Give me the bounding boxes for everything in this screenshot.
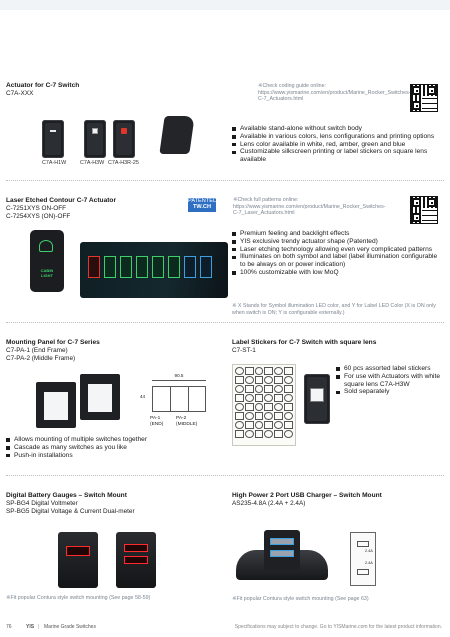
divider bbox=[6, 180, 444, 181]
page-number: 76 bbox=[6, 624, 12, 630]
footer-separator: | bbox=[38, 624, 40, 630]
section-label-stickers bbox=[232, 339, 444, 355]
green-actuator-icon bbox=[168, 256, 180, 278]
dimension-width: 90.5 bbox=[174, 373, 184, 378]
actuator-photo-square-lens bbox=[84, 120, 106, 158]
patterns-note: ※Check full patterns online: https://www.yismarine.com/en/product/Marine_Rocker_Switches-C-7_Laser_Actuators.html bbox=[233, 197, 386, 217]
list-item: Available stand-alone without switch body bbox=[232, 125, 438, 133]
actuator-photo-white bbox=[42, 120, 64, 158]
current-display-icon bbox=[124, 556, 148, 564]
blue-actuator-icon bbox=[200, 256, 212, 278]
caption-h1w: C7A-H1W bbox=[42, 160, 67, 166]
usb-port-icon bbox=[270, 538, 294, 545]
green-actuator-icon bbox=[152, 256, 164, 278]
horn-icon bbox=[310, 388, 324, 402]
middle-frame-icon bbox=[80, 374, 120, 420]
model-line-1: SP-BG4 Digital Voltmeter bbox=[6, 500, 78, 507]
list-item: For use with Actuators with white square lens C7A-H3W bbox=[336, 373, 444, 389]
divider bbox=[6, 322, 444, 323]
gauge-fit-note: ※Fit popular Contura style switch mounting (See page 58-59) bbox=[6, 595, 151, 601]
actuator-photo-red-lens bbox=[113, 120, 135, 158]
model-line-1: C7-PA-1 (End Frame) bbox=[6, 347, 68, 354]
top-band bbox=[0, 0, 450, 10]
caption-h3w: C7A-H3W bbox=[80, 160, 105, 166]
usb-port-icon bbox=[270, 550, 294, 557]
section-title: Label Stickers for C-7 Switch with square lens bbox=[232, 339, 377, 346]
green-actuator-icon bbox=[104, 256, 116, 278]
divider bbox=[6, 475, 444, 476]
square-lens-icon bbox=[92, 128, 98, 134]
model-line-1: C-7251XYS ON-OFF bbox=[6, 205, 67, 212]
laser-actuator-photo bbox=[30, 230, 64, 292]
green-actuator-icon bbox=[120, 256, 132, 278]
pa1-text: PA-1 bbox=[150, 416, 161, 421]
list-item: Customizable silkscreen printing or label stickers on square lens available bbox=[232, 148, 438, 164]
usb-charger-photo bbox=[236, 524, 328, 590]
bolt-icon bbox=[121, 128, 127, 134]
sticker-feature-list bbox=[336, 365, 444, 396]
dual-meter-photo bbox=[116, 532, 156, 588]
panel-feature-list bbox=[6, 436, 216, 459]
list-item: Sold separately bbox=[336, 388, 444, 396]
footer-section: Marine Grade Switches bbox=[44, 624, 96, 630]
port-b-label: 2.4A bbox=[365, 561, 373, 565]
lens-white-icon bbox=[50, 130, 56, 132]
sticker-sheet bbox=[232, 364, 296, 446]
color-footnote: ※ X Stands for Symbol illumination LED color, and Y for Label LED Color (X is ON only when switch is ON; Y is configurable externally.) bbox=[232, 303, 436, 316]
section-title: Actuator for C-7 Switch bbox=[6, 82, 80, 89]
list-item: Lens color available in white, red, amber, green and blue bbox=[232, 141, 438, 149]
section-subtitle: AS235-4.8A (2.4A + 2.4A) bbox=[232, 500, 306, 507]
end-frame-icon bbox=[36, 382, 76, 428]
actuator-photo-side bbox=[159, 116, 194, 154]
icon-label-2: LIGHT bbox=[41, 273, 53, 278]
usb-fit-note: ※Fit popular Contura style switch mounting (See page 63) bbox=[232, 596, 369, 602]
coding-guide-note: ※Check coding guide online: https://www.yismarine.com/en/product/Marine_Rocker_Switches-C-7_Actuators.html bbox=[258, 83, 411, 103]
list-item: Cascade as many switches as you like bbox=[6, 444, 216, 452]
dimension-height: 44 bbox=[140, 394, 146, 399]
label-pa1 bbox=[150, 416, 163, 428]
badge-top-text: PATENTED bbox=[188, 198, 218, 204]
list-item: Illuminates on both symbol and label (label illumination configurable to be always on or power indication) bbox=[232, 253, 438, 269]
section-title: Mounting Panel for C-7 Series bbox=[6, 339, 100, 346]
footer-brand: YIS bbox=[26, 624, 35, 630]
section-title: High Power 2 Port USB Charger – Switch Mount bbox=[232, 492, 382, 499]
pa2-sub-text: (MIDDLE) bbox=[176, 421, 198, 427]
list-item: Allows mounting of multiple switches together bbox=[6, 436, 216, 444]
green-actuator-icon bbox=[136, 256, 148, 278]
mounting-panel-photo bbox=[36, 374, 126, 430]
voltmeter-display-icon bbox=[66, 546, 90, 556]
model-line-2: C-7254XYS (ON)-OFF bbox=[6, 212, 71, 220]
blue-actuator-icon bbox=[184, 256, 196, 278]
pa2-text: PA-2 bbox=[176, 416, 187, 421]
actuator-row-photo bbox=[80, 242, 228, 298]
list-item: YIS exclusive trendy actuator shape (Patented) bbox=[232, 238, 438, 246]
list-item: 100% customizable with low MoQ bbox=[232, 269, 438, 277]
qr-code-icon[interactable] bbox=[410, 84, 438, 112]
voltmeter-photo bbox=[58, 532, 98, 588]
laser-feature-list bbox=[232, 230, 438, 277]
section-battery-gauges bbox=[6, 492, 221, 515]
section-title: Digital Battery Gauges – Switch Mount bbox=[6, 492, 127, 499]
pa1-sub-text: (END) bbox=[150, 421, 164, 427]
voltage-display-icon bbox=[124, 544, 148, 552]
label-pa2 bbox=[176, 416, 197, 428]
model-line-2: SP-BG5 Digital Voltage & Current Dual-meter bbox=[6, 507, 135, 515]
section-title: Laser Etched Contour C-7 Actuator bbox=[6, 197, 117, 204]
model-line-2: C7-PA-2 (Middle Frame) bbox=[6, 354, 76, 362]
list-item: Laser etching technology allowing even very complicated patterns bbox=[232, 246, 438, 254]
red-actuator-icon bbox=[88, 256, 100, 278]
section-mounting-panel bbox=[6, 339, 206, 362]
panel-dimension-drawing bbox=[140, 370, 208, 422]
list-item: Available in various colors, lens configurations and printing options bbox=[232, 133, 438, 141]
section-subtitle: C7-ST-1 bbox=[232, 347, 256, 354]
light-bulb-icon bbox=[39, 240, 53, 252]
badge-bottom-text: TW.CH bbox=[192, 204, 212, 211]
section-usb-charger bbox=[232, 492, 444, 508]
port-a-label: 2.4A bbox=[365, 549, 373, 553]
page-footer bbox=[0, 622, 450, 637]
caption-h3r: C7A-H3R-25 bbox=[108, 160, 139, 166]
list-item: 60 pcs assorted label stickers bbox=[336, 365, 444, 373]
section-subtitle: C7A-XXX bbox=[6, 90, 34, 97]
list-item: Push-in installations bbox=[6, 452, 216, 460]
qr-code-icon[interactable] bbox=[410, 196, 438, 224]
actuator-feature-list bbox=[232, 125, 438, 164]
sticker-switch-photo bbox=[304, 374, 330, 424]
list-item: Premium feeling and backlight effects bbox=[232, 230, 438, 238]
usb-charger-drawing bbox=[350, 532, 376, 586]
patented-badge bbox=[188, 198, 216, 212]
icon-label-1: CABIN bbox=[40, 268, 54, 273]
footer-disclaimer: Specifications may subject to change. Go to YISMarine.com for the latest product information. bbox=[234, 624, 442, 630]
